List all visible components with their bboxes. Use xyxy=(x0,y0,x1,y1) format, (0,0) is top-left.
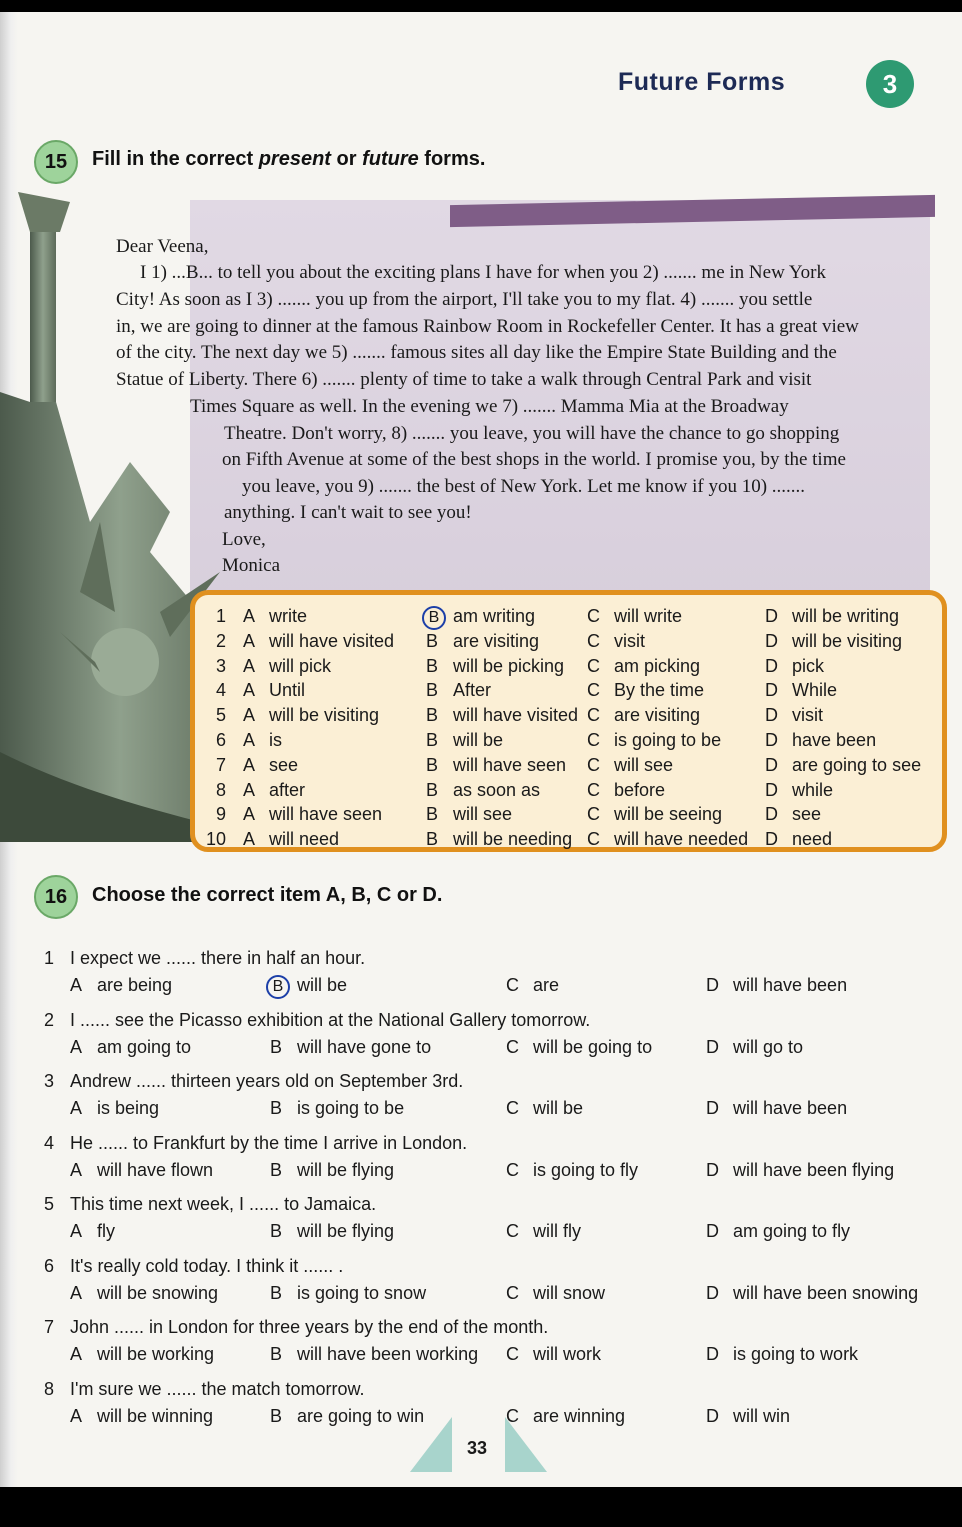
question-number: 7 xyxy=(44,1317,55,1337)
answer-option-text: will have been working xyxy=(297,1344,479,1364)
choice-option-letter xyxy=(426,606,446,630)
choice-option-text: will pick xyxy=(269,655,332,676)
answer-option-text: is going to fly xyxy=(533,1159,639,1180)
choice-option-letter: A xyxy=(243,829,256,850)
choice-option-text: will have needed xyxy=(614,829,749,850)
answer-option-letter: A xyxy=(70,1344,83,1364)
answer-option-text: will be xyxy=(297,975,348,995)
question-text: This time next week, I ...... to Jamaica. xyxy=(70,1194,377,1214)
answer-option-letter: A xyxy=(70,1098,83,1118)
choice-option-letter: D xyxy=(765,779,778,800)
choice-option-letter: B xyxy=(426,779,439,800)
choice-option-letter: D xyxy=(765,630,778,651)
choice-row-number: 8 xyxy=(216,779,227,800)
choice-option-text: pick xyxy=(792,655,825,676)
choice-option-text: By the time xyxy=(614,680,705,701)
choice-option-letter: C xyxy=(587,606,600,626)
choice-option-text: am writing xyxy=(453,606,536,626)
choice-option-letter: A xyxy=(243,630,256,651)
answer-option-text: will have flown xyxy=(97,1159,214,1180)
answer-option-letter: A xyxy=(70,1405,83,1426)
choice-option-text: are visiting xyxy=(614,705,701,726)
choice-option-letter: A xyxy=(243,680,256,701)
choice-option-text: see xyxy=(792,804,822,825)
choice-option-text: will be picking xyxy=(453,655,565,676)
answer-option-text: will go to xyxy=(733,1036,804,1057)
choice-option-text: will be needing xyxy=(453,829,573,850)
question-number: 2 xyxy=(44,1009,55,1030)
answer-option-text: am going to fly xyxy=(733,1221,851,1241)
answer-option-text: will have been snowing xyxy=(733,1282,919,1303)
answer-option-letter: D xyxy=(706,1344,719,1364)
book-page xyxy=(0,12,962,1487)
answer-option-text: will be winning xyxy=(97,1405,214,1426)
answer-option-text: will be working xyxy=(97,1344,215,1364)
answer-option-letter: A xyxy=(70,975,83,995)
question-text: I ...... see the Picasso exhibition at the National Gallery tomorrow. xyxy=(70,1009,591,1030)
choice-option-letter: B xyxy=(426,680,439,701)
choice-option-letter: B xyxy=(426,655,439,676)
letter-line: you leave, you 9) ....... the best of New York. Let me know if you 10) ....... xyxy=(242,476,806,497)
answer-option-letter: B xyxy=(270,1221,283,1241)
choice-option-text: is xyxy=(269,730,282,750)
letter-line: I 1) ...B... to tell you about the exciting plans I have for when you 2) ....... me in New York xyxy=(140,262,826,283)
letter-line: anything. I can't wait to see you! xyxy=(224,502,472,523)
answer-option-text: will snow xyxy=(533,1282,606,1303)
choice-option-text: see xyxy=(269,754,299,775)
choice-option-text: as soon as xyxy=(453,779,541,800)
answer-option-text: will have been flying xyxy=(733,1159,895,1180)
choice-option-text: before xyxy=(614,779,666,800)
answer-option-letter: D xyxy=(706,1221,719,1241)
answer-option-text: is going to be xyxy=(297,1098,405,1118)
letter-line: on Fifth Avenue at some of the best shops in the world. I promise you, by the time xyxy=(222,449,846,470)
choice-option-text: After xyxy=(453,680,492,701)
answer-option-letter: C xyxy=(506,1344,519,1364)
letter-line: Times Square as well. In the evening we 7) ....... Mamma Mia at the Broadway xyxy=(190,396,789,417)
question-text: I expect we ...... there in half an hour. xyxy=(70,948,366,968)
answer-option-text: will be flying xyxy=(297,1159,395,1180)
choice-option-text: will need xyxy=(269,829,340,850)
answer-option-text: will be going to xyxy=(533,1036,653,1057)
answer-option-text: will have been xyxy=(733,1098,848,1118)
choice-option-letter: A xyxy=(243,606,256,626)
choice-option-letter: C xyxy=(587,829,600,850)
choice-option-letter: A xyxy=(243,754,256,775)
answer-option-letter: B xyxy=(270,1344,283,1364)
question-text: John ...... in London for three years by the end of the month. xyxy=(70,1317,549,1337)
choice-row-number: 7 xyxy=(216,754,227,775)
question-text: It's really cold today. I think it ...... . xyxy=(70,1255,344,1276)
question-text: He ...... to Frankfurt by the time I arrive in London. xyxy=(70,1132,468,1153)
answer-option-text: will have gone to xyxy=(297,1036,432,1057)
choice-option-letter: C xyxy=(587,779,600,800)
choice-option-text: will have visited xyxy=(453,705,579,726)
chapter-badge: 3 xyxy=(866,60,914,108)
circled-answer-marker: B xyxy=(266,975,290,999)
choice-option-letter: D xyxy=(765,804,778,825)
answer-option-text: is going to work xyxy=(733,1344,859,1364)
choice-option-letter: D xyxy=(765,730,778,750)
choice-option-text: will be visiting xyxy=(269,705,380,726)
choice-row-number: 3 xyxy=(216,655,227,676)
choice-option-letter: A xyxy=(243,804,256,825)
answer-option-letter: D xyxy=(706,975,719,995)
choice-row-number: 5 xyxy=(216,705,227,726)
choice-option-letter: A xyxy=(243,655,256,676)
choice-row-number: 9 xyxy=(216,804,227,825)
answer-option-letter: B xyxy=(270,1159,283,1180)
choice-row-number: 2 xyxy=(216,630,227,651)
answer-option-letter xyxy=(270,975,290,999)
answer-option-text: will win xyxy=(733,1405,791,1426)
choice-row-number: 10 xyxy=(206,829,227,850)
letter-line: City! As soon as I 3) ....... you up from the airport, I'll take you to my flat. 4) ....... you settle xyxy=(116,289,813,310)
answer-option-text: are going to win xyxy=(297,1405,425,1426)
choice-option-text: have been xyxy=(792,730,877,750)
answer-option-text: are xyxy=(533,975,560,995)
letter-signoff: Love, xyxy=(222,529,266,550)
answer-option-letter: B xyxy=(270,1098,283,1118)
question-number: 5 xyxy=(44,1194,55,1214)
answer-option-letter: B xyxy=(270,1405,283,1426)
choice-option-letter: B xyxy=(426,705,439,726)
question-number: 6 xyxy=(44,1255,55,1276)
answer-option-text: is going to snow xyxy=(297,1282,427,1303)
exercise-16-title: Choose the correct item A, B, C or D. xyxy=(92,884,443,906)
answer-option-text: fly xyxy=(97,1221,115,1241)
choice-option-letter: B xyxy=(426,730,439,750)
choice-option-letter: C xyxy=(587,655,600,676)
question-text: Andrew ...... thirteen years old on September 3rd. xyxy=(70,1071,464,1091)
answer-option-letter: B xyxy=(270,1036,283,1057)
choice-row-number: 6 xyxy=(216,730,227,750)
choice-option-letter: D xyxy=(765,606,778,626)
choice-option-letter: A xyxy=(243,730,256,750)
letter-signature: Monica xyxy=(222,555,281,576)
choice-option-text: will be writing xyxy=(792,606,900,626)
page-number: 33 xyxy=(467,1438,488,1458)
page-number-decoration-right xyxy=(505,1417,547,1472)
choice-option-text: are visiting xyxy=(453,630,540,651)
answer-option-text: will fly xyxy=(533,1221,581,1241)
choice-option-letter: B xyxy=(426,804,439,825)
answer-option-letter: A xyxy=(70,1282,83,1303)
choice-option-letter: B xyxy=(426,630,439,651)
answer-option-letter: D xyxy=(706,1159,719,1180)
letter-line: of the city. The next day we 5) ....... famous sites all day like the Empire State Building and the xyxy=(116,342,837,363)
choice-option-letter: C xyxy=(587,730,600,750)
choice-option-text: while xyxy=(792,779,834,800)
page-header-title: Future Forms xyxy=(618,68,786,96)
choice-option-text: am picking xyxy=(614,655,701,676)
letter-line: Theatre. Don't worry, 8) ....... you leave, you will have the chance to go shopping xyxy=(224,423,840,444)
answer-option-text: will be xyxy=(533,1098,584,1118)
answer-option-letter: C xyxy=(506,1405,519,1426)
choice-option-letter: D xyxy=(765,680,778,701)
choice-option-letter: C xyxy=(587,705,600,726)
choice-option-letter: D xyxy=(765,705,778,726)
answer-option-letter: D xyxy=(706,1405,719,1426)
answer-option-letter: A xyxy=(70,1221,83,1241)
question-number: 4 xyxy=(44,1132,55,1153)
letter-line: Statue of Liberty. There 6) ....... plenty of time to take a walk through Central Park and visit xyxy=(116,369,812,390)
choice-option-text: Until xyxy=(269,680,306,701)
question-number: 8 xyxy=(44,1378,55,1399)
choice-option-letter: C xyxy=(587,804,600,825)
choice-option-letter: B xyxy=(426,754,439,775)
letter-line: in, we are going to dinner at the famous Rainbow Room in Rockefeller Center. It has a great view xyxy=(116,316,859,337)
answer-option-letter: C xyxy=(506,1036,519,1057)
answer-option-letter: C xyxy=(506,1282,519,1303)
choice-option-text: will be visiting xyxy=(792,630,903,651)
exercise-16-number: 16 xyxy=(34,875,78,919)
choice-option-text: will have seen xyxy=(453,754,567,775)
choice-option-text: will be seeing xyxy=(614,804,723,825)
answer-option-letter: D xyxy=(706,1098,719,1118)
choice-option-text: is going to be xyxy=(614,730,722,750)
choice-option-text: visit xyxy=(614,630,645,651)
answer-option-letter: C xyxy=(506,1221,519,1241)
choice-option-text: will have visited xyxy=(269,630,395,651)
answer-option-text: is being xyxy=(97,1098,160,1118)
choice-option-text: will see xyxy=(614,754,674,775)
choice-option-text: will see xyxy=(453,804,513,825)
circled-answer-marker: B xyxy=(422,606,446,630)
answer-option-letter: A xyxy=(70,1036,83,1057)
answer-option-text: are winning xyxy=(533,1405,626,1426)
question-number: 3 xyxy=(44,1071,55,1091)
exercise-15-number: 15 xyxy=(34,140,78,184)
choice-option-letter: C xyxy=(587,680,600,701)
page-number-decoration-left xyxy=(410,1417,452,1472)
choice-option-text: While xyxy=(792,680,838,701)
choice-option-letter: D xyxy=(765,829,778,850)
choice-option-letter: C xyxy=(587,630,600,651)
letter-greeting: Dear Veena, xyxy=(116,236,209,257)
choice-row-number: 4 xyxy=(216,680,227,701)
exercise-15-title: Fill in the correct present or future forms. xyxy=(92,148,486,170)
question-number: 1 xyxy=(44,948,55,968)
choice-option-text: write xyxy=(269,606,308,626)
choice-row-number: 1 xyxy=(216,606,227,626)
choice-option-text: will be xyxy=(453,730,504,750)
choice-option-text: will write xyxy=(614,606,683,626)
answer-option-text: will be snowing xyxy=(97,1282,219,1303)
answer-option-text: am going to xyxy=(97,1036,192,1057)
answer-option-text: will be flying xyxy=(297,1221,395,1241)
answer-option-letter: D xyxy=(706,1282,719,1303)
choice-option-letter: A xyxy=(243,705,256,726)
answer-option-letter: B xyxy=(270,1282,283,1303)
choice-option-text: need xyxy=(792,829,833,850)
choice-option-text: visit xyxy=(792,705,823,726)
answer-option-letter: C xyxy=(506,1098,519,1118)
answer-option-text: are being xyxy=(97,975,173,995)
choice-option-letter: A xyxy=(243,779,256,800)
answer-option-letter: D xyxy=(706,1036,719,1057)
answer-option-letter: C xyxy=(506,975,519,995)
choice-option-letter: B xyxy=(426,829,439,850)
choice-option-text: will have seen xyxy=(269,804,383,825)
answer-option-text: will work xyxy=(533,1344,602,1364)
answer-option-letter: C xyxy=(506,1159,519,1180)
answer-option-letter: A xyxy=(70,1159,83,1180)
choice-option-text: after xyxy=(269,779,306,800)
choice-option-letter: D xyxy=(765,655,778,676)
question-text: I'm sure we ...... the match tomorrow. xyxy=(70,1378,365,1399)
answer-option-text: will have been xyxy=(733,975,848,995)
choice-option-letter: D xyxy=(765,754,778,775)
choice-option-letter: C xyxy=(587,754,600,775)
choice-option-text: are going to see xyxy=(792,754,922,775)
